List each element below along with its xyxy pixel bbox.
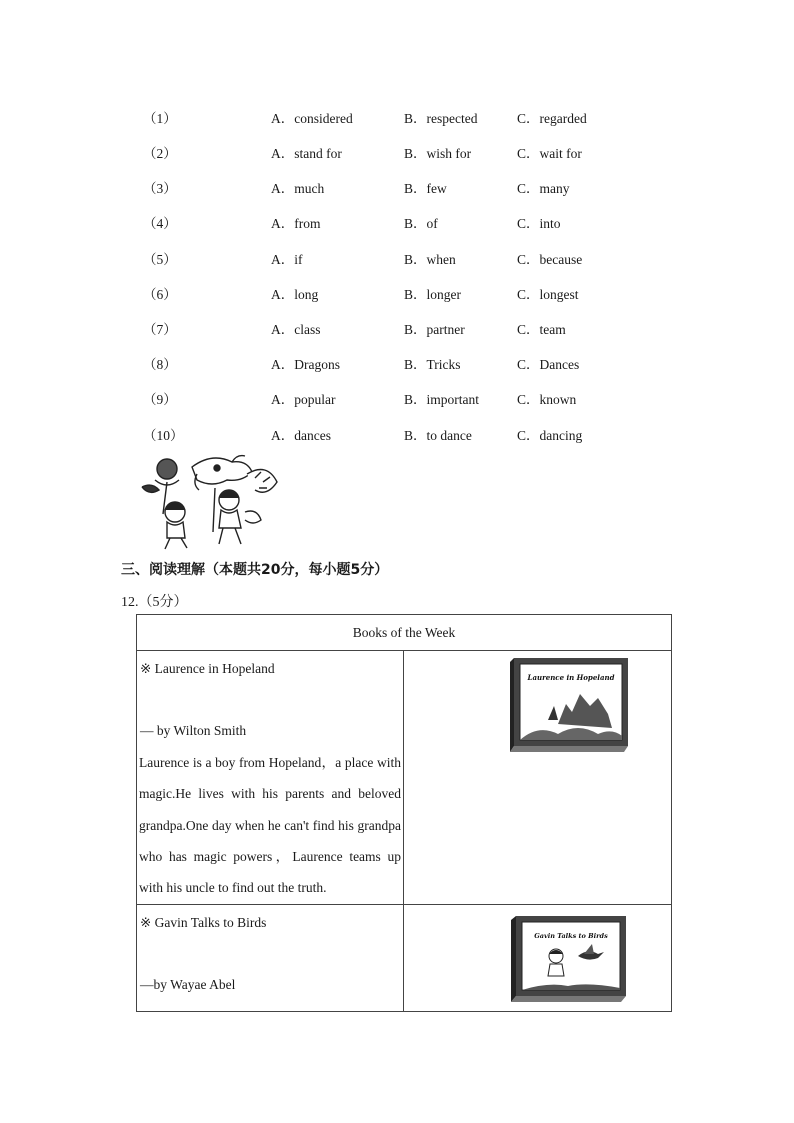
book-cover-title: Laurence in Hopeland bbox=[527, 673, 615, 682]
option-c: C．longest bbox=[517, 287, 579, 302]
question-number-label: （7） bbox=[143, 322, 177, 337]
question-number-label: （3） bbox=[143, 181, 177, 196]
option-b: B．wish for bbox=[404, 146, 472, 161]
option-a: A．long bbox=[271, 287, 319, 302]
option-c: C．team bbox=[517, 322, 566, 337]
option-b: B．Tricks bbox=[404, 357, 461, 372]
question-number-label: （2） bbox=[143, 146, 177, 161]
option-b: B．respected bbox=[404, 111, 478, 126]
section-title: 三、阅读理解（本题共20分，每小题5分） bbox=[121, 562, 389, 578]
book-author: —by Wayae Abel bbox=[140, 977, 236, 992]
option-c: C．because bbox=[517, 252, 583, 267]
option-a: A．dances bbox=[271, 428, 331, 443]
book-info-cell bbox=[137, 651, 404, 905]
option-row bbox=[0, 248, 794, 268]
option-row bbox=[0, 283, 794, 303]
book-cover-cell bbox=[404, 651, 672, 905]
question-number: 12.（5分） bbox=[121, 595, 188, 610]
book-description: Laurence is a boy from Hopeland，a place with magic.He lives with his parents and beloved grandpa.One day when he can't find his grandpa who has magic powers，Laurence teams up with his uncle to find out the truth. bbox=[139, 755, 401, 896]
option-row bbox=[0, 177, 794, 197]
option-b: B．longer bbox=[404, 287, 461, 302]
option-a: A．if bbox=[271, 252, 303, 267]
option-row bbox=[0, 212, 794, 232]
option-c: C．dancing bbox=[517, 428, 583, 443]
option-b: B．when bbox=[404, 252, 456, 267]
option-a: A．class bbox=[271, 322, 321, 337]
question-number-label: （8） bbox=[143, 357, 177, 372]
option-a: A．Dragons bbox=[271, 357, 340, 372]
option-row bbox=[0, 318, 794, 338]
option-b: B．important bbox=[404, 392, 479, 407]
question-number-label: （5） bbox=[143, 252, 177, 267]
option-a: A．from bbox=[271, 216, 321, 231]
book-info-cell bbox=[137, 905, 404, 1012]
book-author: — by Wilton Smith bbox=[140, 723, 247, 738]
books-table bbox=[136, 614, 672, 1012]
table-header: Books of the Week bbox=[137, 615, 672, 651]
option-c: C．into bbox=[517, 216, 561, 231]
question-number-label: （1） bbox=[143, 111, 177, 126]
question-number-label: （6） bbox=[143, 287, 177, 302]
question-number-label: （4） bbox=[143, 216, 177, 231]
book-cover-image bbox=[508, 912, 632, 1006]
book-cover-title: Gavin Talks to Birds bbox=[534, 932, 608, 940]
book-cover-cell bbox=[404, 905, 672, 1012]
book-title: ※ Gavin Talks to Birds bbox=[140, 915, 267, 930]
option-row bbox=[0, 388, 794, 408]
question-number-label: （9） bbox=[143, 392, 177, 407]
option-b: B．of bbox=[404, 216, 438, 231]
option-b: B．few bbox=[404, 181, 447, 196]
option-b: B．to dance bbox=[404, 428, 472, 443]
option-c: C．Dances bbox=[517, 357, 580, 372]
option-row bbox=[0, 107, 794, 127]
option-c: C．wait for bbox=[517, 146, 582, 161]
option-c: C．known bbox=[517, 392, 577, 407]
option-a: A．popular bbox=[271, 392, 336, 407]
option-a: A．much bbox=[271, 181, 325, 196]
option-b: B．partner bbox=[404, 322, 465, 337]
option-c: C．regarded bbox=[517, 111, 587, 126]
option-row bbox=[0, 142, 794, 162]
option-row bbox=[0, 424, 794, 444]
option-a: A．considered bbox=[271, 111, 353, 126]
dragon-dance-illustration bbox=[137, 452, 282, 552]
book-title: ※ Laurence in Hopeland bbox=[140, 661, 275, 676]
question-number-label: （10） bbox=[143, 428, 184, 443]
book-cover-image bbox=[508, 654, 632, 754]
option-row bbox=[0, 353, 794, 373]
option-a: A．stand for bbox=[271, 146, 342, 161]
option-c: C．many bbox=[517, 181, 570, 196]
